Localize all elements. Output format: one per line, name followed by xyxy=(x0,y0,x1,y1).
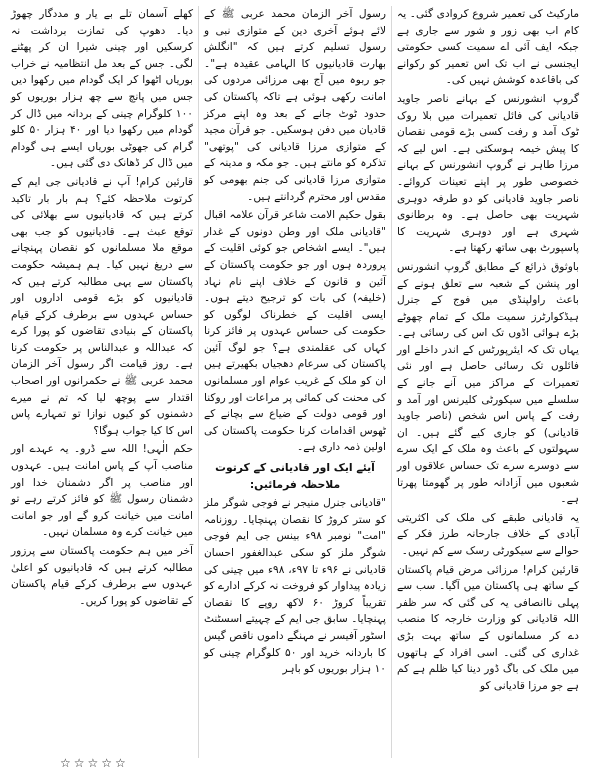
paragraph: قارئین کرام! مرزائی مرض قیام پاکستان کے ساتھ ہی پاکستان میں آگیا۔ سب سے پہلی ناانصافی یہ کی گئی کہ سر ظفر اللہ قادیانی کو وزارت خارجہ کا منصب دے کر مسلمانوں کے ساتھ بہت بڑی غداری کی گئی۔ اسی افراد کے ہاتھوں میں ملک کی باگ ڈور دینا کیا ظلم ہے کم ہے جو مرزا قادیانی کو xyxy=(397,563,579,692)
column-middle xyxy=(199,6,392,758)
paragraph: یہ قادیانی طبقے کی ملک کی اکثریتی آبادی کے خلاف جارحانہ طرز فکر کے حوالے سے سیکورٹی رسک سے کم نہیں۔ xyxy=(397,511,579,557)
paragraph: مارکیٹ کی تعمیر شروع کروادی گئی۔ یہ کام اب بھی زور و شور سے جاری ہے جبکہ ایف آئی اے سمیت کسی حکومتی ایجنسی نے اب تک اس تعمیر کو رکوانے کی باقاعدہ کوشش نہیں کی۔ xyxy=(397,8,579,87)
paragraph: حکم الٰہی! اللہ سے ڈرو۔ یہ عہدے اور مناصب آپ کے پاس امانت ہیں۔ عہدوں اور مناصب پر اگر دشمنان خدا اور دشمنان رسول ﷺ کو فائز کرتے رہے تو امانت میں خیانت کرو گے اور جو امانت میں خیانت کرے وہ مسلمان نہیں۔ xyxy=(11,443,193,539)
article-columns xyxy=(6,6,584,758)
paragraph: باوثوق ذرائع کے مطابق گروپ انشورنس اور پنشن کے شعبہ سے تعلق ہونے کے باعث راولپنڈی میں فوج کے جنرل ہیڈکوارٹرز سمیت ملک کے تمام چھوٹے بڑے ہوائی اڈوں تک اس کی رسائی ہے۔ یہاں تک کہ ایئرپورٹس کے اندر داخلے اور فائلوں تک رسائی حاصل ہے اور نئی تعمیرات کے مراکز میں آنے جانے کے سلسلے میں سیکورٹی کلیرنس اور آمد و رفت کے پاس اس شخص (ناصر جاوید قادیانی) کو جاری کیے گئے ہیں۔ ان سہولتوں کے باعث وہ ملک کے ایک سرے سے دوسرے سرے تک حساس علاقوں اور شعبوں میں آزادانہ طور پر گھومتا پھرتا ہے۔ xyxy=(397,260,579,506)
end-marker-stars: ☆☆☆☆☆ xyxy=(60,756,129,770)
paragraph: کھلے آسمان تلے بے یار و مددگار چھوڑ دیا۔ دھوپ کی تمازت برداشت نہ کرسکیں اور چینی شیرا ان کر پھٹنے لگی۔ جس کے بعد مل انتظامیہ نے خراب بوریاں اٹھوا کر ایک گودام میں رکھوا دیں جس میں پانچ سے چھ ہزار بوریوں کو ۱۰۰ کلوگرام چینی کے بردانہ میں ڈال کر گودام میں رکھوا دیا اور ۴۰ ہزار ۵۰ کلو گرام کی جھوٹی بوریاں ایسے ہی گودام میں ڈال کر ڈھانک دی گئی ہیں۔ xyxy=(11,8,193,170)
paragraph: رسول آخر الزمان محمد عربی ﷺ کے لائے ہوئے آخری دین کے متوازی نبی و رسول تسلیم کرتے ہیں کہ "انگلش بھارت قادیانیوں کا الہامی عقیدہ ہے"۔ جو ربوہ میں آج بھی مرزائی مردوں کی امانت رکھی ہوئی ہے تاکہ پاکستان کی حدود ٹوٹ جانے کے بعد وہ اپنے مرکز قادیان میں دفن ہوسکیں۔ جو قرآن مجید کے متوازی مرزا قادیانی کی "پوتھی" تذکرہ کو مانتے ہیں۔ جو مکہ و مدینہ کے متوازی مرزا قادیانی کی جنم بھومی کو مقدس اور محترم گردانتے ہیں۔ xyxy=(204,8,386,203)
paragraph: گروپ انشورنس کے بہانے ناصر جاوید قادیانی کی فائل تعمیرات میں بلا روک ٹوک آمد و رفت کسی بڑے قومی نقصان کا پیش خیمہ ہوسکتی ہے۔ اس لیے کہ مرزا طاہر نے گروپ انشورنس کے بہانے خصوصی طور پر اپنے تعینات کروائے۔ ناصر جاوید قادیانی کو دو طرفہ دوہری شہریت بھی حاصل ہے۔ وہ برطانوی شہری ہے اور دوہری شہریت کا پاسپورٹ بھی ساتھ رکھتا ہے۔ xyxy=(397,92,579,255)
paragraph: "قادیانی جنرل منیجر نے فوجی شوگر ملز کو ستر کروڑ کا نقصان پہنچایا۔ روزنامہ "امت" نومبر ۹۸ء بینس جی ایم فوجی شوگر ملز کو سکی عبدالغفور احسان قادیانی نے ۹۶ء تا ۹۷ء، ۹۸ء میں چینی کی زیادہ پیداوار کو فروخت نہ کرکے ادارے کو تقریباً کروڑ ۶۰ لاکھ روپے کا نقصان پہنچایا۔ سابق جی ایم کے چہیتے اسسٹنٹ اسٹور آفیسر نے مہنگے داموں ناقص گیس کا باردانہ خرید اور ۵۰ کلوگرام چینی کو ۱۰ ہزار بوریوں کو باہر xyxy=(204,497,386,676)
paragraph: آخر میں ہم حکومت پاکستان سے پرزور مطالبہ کرتے ہیں کہ قادیانیوں کو اعلیٰ عہدوں سے برطرف کرکے قیام پاکستان کے تقاضوں کو پورا کریں۔ xyxy=(11,545,193,607)
paragraph: قارئین کرام! آپ نے قادیانی جی ایم کے کرتوت ملاحظہ کئے؟ ہم بار بار تاکید کرتے ہیں کہ قادیانیوں سے بھلائی کی توقع عبث ہے۔ قادیانیوں کو جب بھی موقع ملا مسلمانوں کو نقصان پہنچانے سے دریغ نہیں کیا۔ ہم ہمیشہ حکومت پاکستان سے یہی مطالبہ کرتے ہیں کہ قادیانیوں کو بڑے قومی اداروں اور حساس عہدوں سے برطرف کرکے قیام پاکستان کے بنیادی تقاضوں کو پورا کرے کہ عبداللہ و عبدالناس پر حکومت کرنا ہے۔ روز قیامت اگر رسول آخر الزمان محمد عربی ﷺ نے حکمرانوں اور اصحاب اقتدار سے پوچھ لیا کہ تم نے میرے دشمنوں کو کیوں نوازا تو تمہارے پاس اس کا کیا جواب ہوگا؟ xyxy=(11,175,193,437)
column-left xyxy=(6,6,199,758)
section-heading: آیئے ایک اور قادیانی کے کرتوت ملاحظہ فرمائیں: xyxy=(215,461,375,491)
column-right xyxy=(392,6,584,758)
paragraph: بقول حکیم الامت شاعر قرآن علامہ اقبال "قادیانی ملک اور وطن دونوں کے غدار ہیں"۔ ایسے اشخاص جو کوئی اقلیت کے پروردہ ہوں اور جو حکومت پاکستان کے آئین و قانون کے خلاف اپنے نام نہاد (خلیفہ) کی بات کو ترجیح دیتے ہوں۔ ایسی اقلیت کے خطرناک لوگوں کو حکومت کی حساس عہدوں پر فائز کرنا کہاں کی عقلمندی ہے؟ جو لوگ آئین پاکستان کی سرعام دھجیاں بکھیرتے ہیں ان کو ملک کے غریب عوام اور مسلمانوں کی محنت کی کمائی پر مراعات اور روکنا اور قومی دولت کے ضیاع سے بچانے کے ٹھوس اقدامات کرنا حکومت پاکستان کی اولین ذمہ داری ہے۔ xyxy=(204,209,386,454)
